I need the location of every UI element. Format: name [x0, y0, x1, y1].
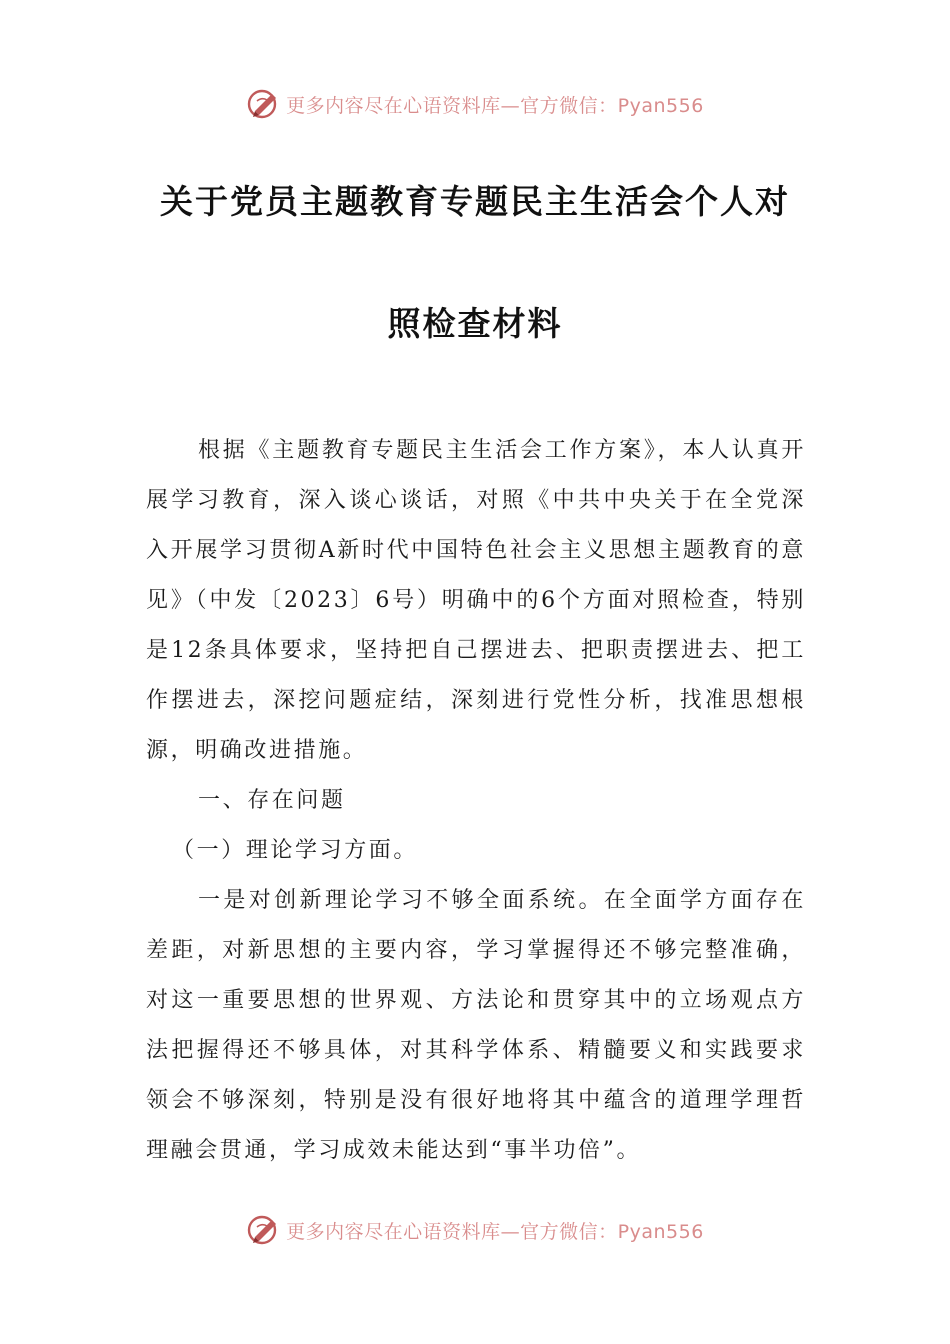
- watermark-text: [286, 1217, 704, 1244]
- watermark-text-cn: 更多内容尽在心语资料库—官方微信：: [286, 94, 618, 117]
- document-title-line-2: 照检查材料: [387, 304, 563, 343]
- watermark-text: [286, 91, 704, 118]
- subsection-heading-theory-study: （一）理论学习方面。: [172, 838, 419, 863]
- pen-logo-icon: [246, 86, 282, 122]
- body-paragraph-point-one: 一是对创新理论学习不够全面系统。在全面学方面存在差距，对新思想的主要内容，学习掌握得还不够完整准确，对这一重要思想的世界观、方法论和贯穿其中的立场观点方法把握得还不够具体，对其科学体系、精髓要义和实践要求领会不够深刻，特别是没有很好地将其中蕴含的道理学理哲理融会贯通，学习成效未能达到“事半功倍”。: [146, 888, 806, 1163]
- watermark-wechat-id: Pyan556: [617, 94, 704, 117]
- section-heading-problems: 一、存在问题: [198, 788, 346, 813]
- document-title-line-1: 关于党员主题教育专题民主生活会个人对: [160, 182, 790, 221]
- watermark-wechat-id: Pyan556: [617, 1220, 704, 1243]
- pen-logo-icon: [246, 1212, 282, 1248]
- document-body: [146, 426, 806, 1176]
- watermark-text-cn: 更多内容尽在心语资料库—官方微信：: [286, 1220, 618, 1243]
- header-watermark: [0, 84, 950, 124]
- footer-watermark: [0, 1210, 950, 1250]
- body-paragraph-intro: 根据《主题教育专题民主生活会工作方案》，本人认真开展学习教育，深入谈心谈话，对照《中共中央关于在全党深入开展学习贯彻A新时代中国特色社会主义思想主题教育的意见》（中发〔2023〕6号）明确中的6个方面对照检查，特别是12条具体要求，坚持把自己摆进去、把职责摆进去、把工作摆进去，深挖问题症结，深刻进行党性分析，找准思想根源，明确改进措施。: [146, 438, 806, 763]
